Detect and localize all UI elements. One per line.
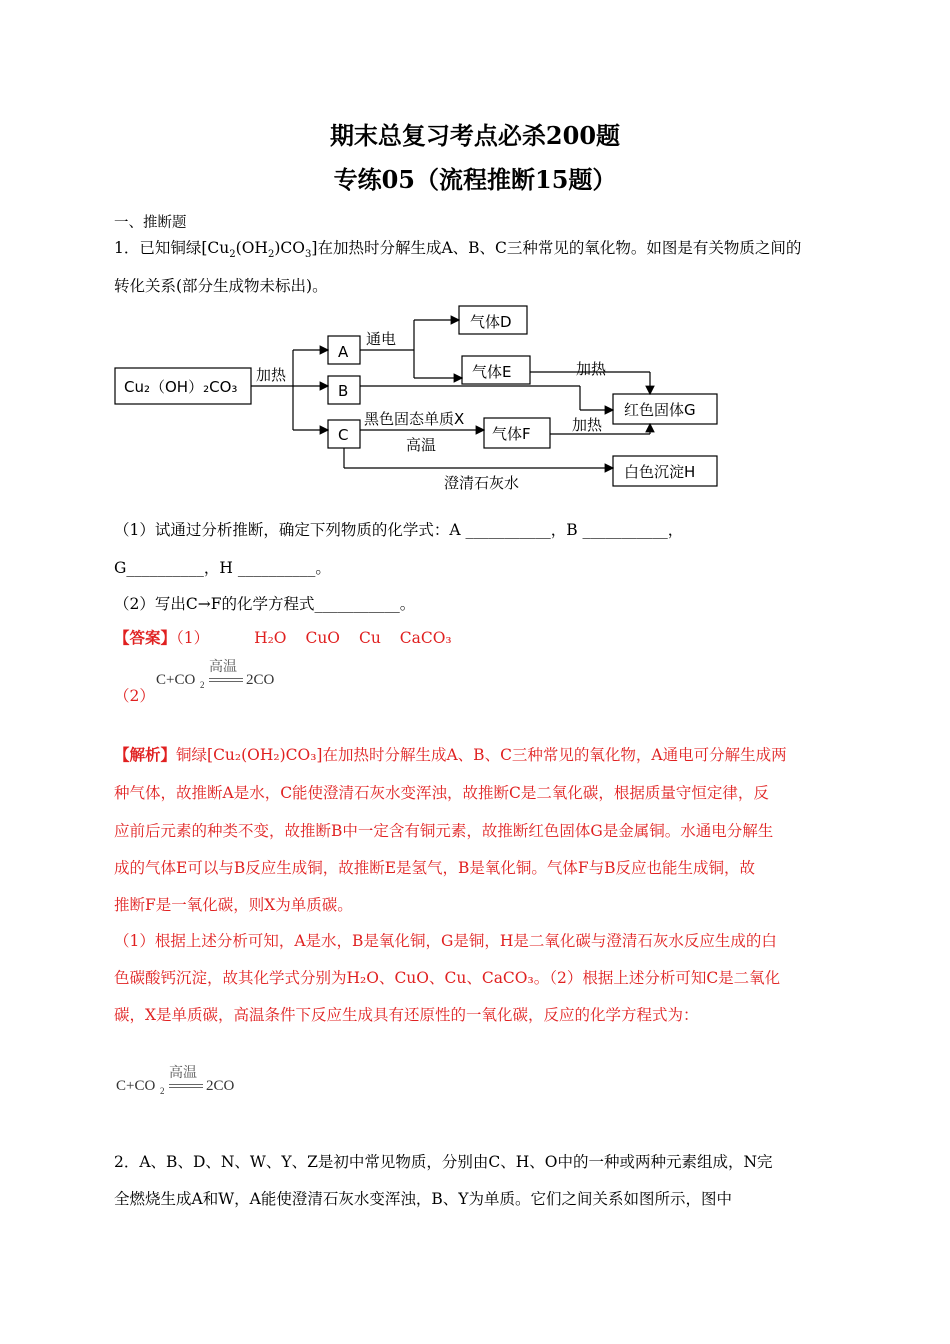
q1-part1-line1: （1）试通过分析推断，确定下列物质的化学式：A ___________，B ___________， — [114, 521, 684, 539]
gas-f-label: 气体F — [492, 425, 531, 443]
answer-h: CaCO₃ — [399, 629, 452, 647]
gas-d-label: 气体D — [470, 313, 512, 331]
analysis-line4: 成的气体E可以与B反应生成铜，故推断E是氢气，B是氧化铜。气体F与B反应也能生成铜，故 — [114, 859, 756, 877]
q1-stem-line1: 1．已知铜绿$[Cu_2(OH_2)CO_3]$在加热时分解生成A、B、C三种常见的氧化物。如图是有关物质之间的 — [114, 239, 802, 261]
section-heading: 一、推断题 — [114, 215, 187, 231]
q2-line1: 2．A、B、D、N、W、Y、Z是初中常见物质，分别由C、H、O中的一种或两种元素组成，N完 — [114, 1153, 773, 1171]
heat-label-1: 加热 — [256, 366, 287, 384]
flow-diagram — [110, 300, 730, 500]
equation-2: C+CO 2 高温 2CO — [116, 1066, 235, 1096]
c-label: C — [338, 426, 349, 444]
a-label: A — [338, 343, 349, 361]
answer-g: Cu — [358, 629, 381, 647]
answer-a: H₂O — [254, 629, 287, 647]
answer-b: CuO — [305, 629, 341, 647]
analysis-line6: （1）根据上述分析可知，A是水，B是氧化铜，G是铜，H是二氧化碳与澄清石灰水反应生成的白 — [114, 932, 777, 950]
white-ppt-label: 白色沉淀H — [624, 463, 696, 481]
heat-label-2: 加热 — [576, 360, 607, 378]
page-title: 期末总复习考点必杀200题 — [329, 121, 621, 150]
analysis-line7: 色碳酸钙沉淀，故其化学式分别为H₂O、CuO、Cu、CaCO₃。（2）根据上述分析可知C是二氧化 — [114, 969, 781, 987]
q2-line2: 全燃烧生成A和W，A能使澄清石灰水变浑浊，B、Y为单质。它们之间关系如图所示，图中 — [114, 1190, 732, 1208]
gas-e-label: 气体E — [472, 363, 512, 381]
page-subtitle: 专练05（流程推断15题） — [333, 165, 617, 194]
red-solid-label: 红色固体G — [624, 401, 696, 419]
start-label: Cu₂（OH）₂CO₃ — [124, 378, 238, 396]
q1-stem-line2: 转化关系(部分生成物未标出)。 — [114, 277, 328, 295]
q1-number: 1． — [114, 239, 140, 257]
equation-1: C+CO 2 高温 2CO — [156, 660, 275, 690]
analysis-line5: 推断F是一氧化碳，则X为单质碳。 — [114, 896, 353, 914]
answer-line: 【答案】（1） H₂O CuO Cu CaCO₃ — [114, 628, 452, 647]
answer-label: 【答案】 — [114, 628, 177, 647]
limewater-label: 澄清石灰水 — [444, 474, 520, 492]
analysis-line3: 应前后元素的种类不变，故推断B中一定含有铜元素，故推断红色固体G是金属铜。水通电分解生 — [114, 822, 774, 840]
q1-part1-line2: G__________，H __________。 — [114, 559, 331, 577]
black-x-label: 黑色固态单质X — [364, 410, 465, 428]
q1-part2: （2）写出C→F的化学方程式___________。 — [114, 595, 416, 613]
analysis-line1: 【解析】铜绿[Cu₂(OH₂)CO₃]在加热时分解生成A、B、C三种常见的氧化物，A通电可分解生成两 — [114, 745, 787, 764]
electrolysis-label: 通电 — [366, 330, 397, 348]
analysis-line8: 碳，X是单质碳，高温条件下反应生成具有还原性的一氧化碳，反应的化学方程式为： — [114, 1006, 699, 1024]
answer-2-label: （2） — [114, 687, 155, 705]
heat-label-3: 加热 — [572, 416, 603, 434]
analysis-label: 【解析】 — [114, 745, 177, 764]
b-label: B — [338, 382, 349, 400]
analysis-line2: 种气体，故推断A是水，C能使澄清石灰水变浑浊，故推断C是二氧化碳，根据质量守恒定律，反 — [114, 784, 769, 802]
high-temp-label: 高温 — [406, 436, 437, 454]
